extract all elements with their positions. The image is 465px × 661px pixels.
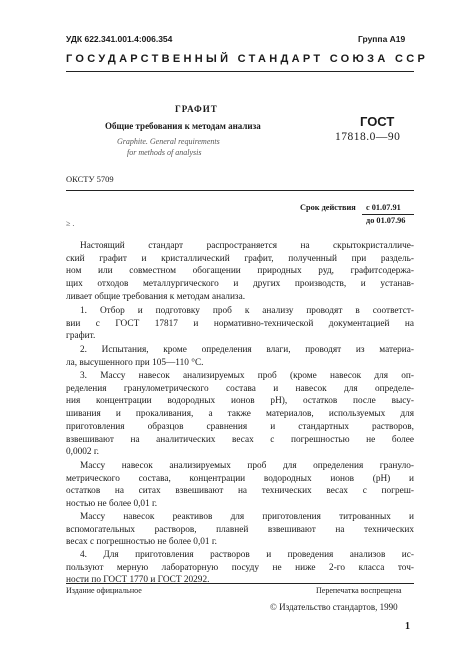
text-line: взвешивают на аналитических весах с погрешностью не более xyxy=(66,434,414,445)
gost-label: ГОСТ xyxy=(360,114,395,129)
text-line: ном или совместном обогащении природных руд, графитсодержа- xyxy=(66,266,414,277)
text-line: шивания и прокаливания, а также материалов, используемых для xyxy=(66,409,414,420)
doc-subtitle: Общие требования к методам анализа xyxy=(105,121,261,131)
reprint-prohibited-label: Перепечатка воспрещена xyxy=(316,586,402,595)
latin-title-line1: Graphite. General requirements xyxy=(117,137,220,146)
okstu-code: ОКСТУ 5709 xyxy=(66,174,114,184)
text-line: весах с погрешностью не более 0,01 г. xyxy=(66,537,217,548)
text-line: метрического состава, концентрации водородных ионов (рН) и xyxy=(66,473,414,484)
udk-code: УДК 622.341.001.4:006.354 xyxy=(66,34,173,44)
latin-title-line2: for methods of analysis xyxy=(127,148,202,157)
validity-label: Срок действия xyxy=(300,203,356,212)
text-line: ности по ГОСТ 1770 и ГОСТ 20292. xyxy=(66,575,210,586)
page-number: 1 xyxy=(405,621,410,632)
text-line: ределения гранулометрического состава и навесок для определе- xyxy=(66,383,414,394)
paragraph-4 xyxy=(66,549,414,587)
validity-to: до 01.07.96 xyxy=(366,216,406,225)
text-line: 0,0002 г. xyxy=(66,447,99,458)
footer-rule xyxy=(66,583,414,584)
standard-title: ГОСУДАРСТВЕННЫЙ СТАНДАРТ СОЮЗА ССР xyxy=(66,53,429,65)
paragraph-intro xyxy=(66,240,414,304)
gost-number: 17818.0—90 xyxy=(335,131,401,143)
text-line: ния концентрации водородных ионов рН), остатков после высу- xyxy=(66,396,414,407)
text-line: 1. Отбор и подготовку проб к анализу проводят в соответст- xyxy=(80,306,414,316)
header-rule xyxy=(66,71,414,72)
text-line: Настоящий стандарт распространяется на скрытокристалличе- xyxy=(80,241,414,251)
text-line: вспомогательных растворов, плавней взвешивают на технических xyxy=(66,524,414,535)
paragraph-3c xyxy=(66,511,414,549)
title-rule xyxy=(66,190,414,191)
text-line: остатков на ситах взвешивают на технических весах с погреш- xyxy=(66,486,414,497)
text-line: ностью не более 0,01 г. xyxy=(66,499,158,510)
validity-from: с 01.07.91 xyxy=(366,203,401,212)
paragraph-2 xyxy=(66,344,414,369)
paragraph-1 xyxy=(66,305,414,343)
text-line: 3. Массу навесок анализируемых проб (кроме навесок для оп- xyxy=(80,371,414,381)
text-line: Массу навесок реактивов для приготовления титрованных и xyxy=(80,512,414,522)
copyright-notice: © Издательство стандартов, 1990 xyxy=(270,602,398,612)
text-line: ла, высушенного при 105—110 °С. xyxy=(66,357,204,368)
paragraph-3b xyxy=(66,460,414,511)
text-line: ский графит и кристаллический графит, полученный при раздель- xyxy=(66,253,414,264)
doc-name: ГРАФИТ xyxy=(175,104,218,114)
text-line: щих отходов металлургического и других производств, и устанав- xyxy=(66,279,414,290)
text-line: 4. Для приготовления растворов и проведения анализов ис- xyxy=(80,550,414,560)
text-line: ливает общие требования к методам анализа. xyxy=(66,291,246,302)
text-line: 2. Испытания, кроме определения влаги, проводят из материа- xyxy=(80,345,414,355)
paragraph-3 xyxy=(66,370,414,459)
text-line: Массу навесок анализируемых проб для определения грануло- xyxy=(80,461,414,471)
text-line: пользуют мерную лабораторную посуду не ниже 2-го класса точ- xyxy=(66,562,414,573)
group-code: Группа А19 xyxy=(358,34,406,44)
margin-mark: ≥ . xyxy=(66,219,75,228)
text-line: графит. xyxy=(66,331,96,342)
text-line: вии с ГОСТ 17817 и нормативно-технической документацией на xyxy=(66,318,414,329)
official-edition-label: Издание официальное xyxy=(66,586,142,595)
validity-rule xyxy=(362,214,414,215)
text-line: приготовления образцов сравнения и стандартных растворов, xyxy=(66,421,414,432)
